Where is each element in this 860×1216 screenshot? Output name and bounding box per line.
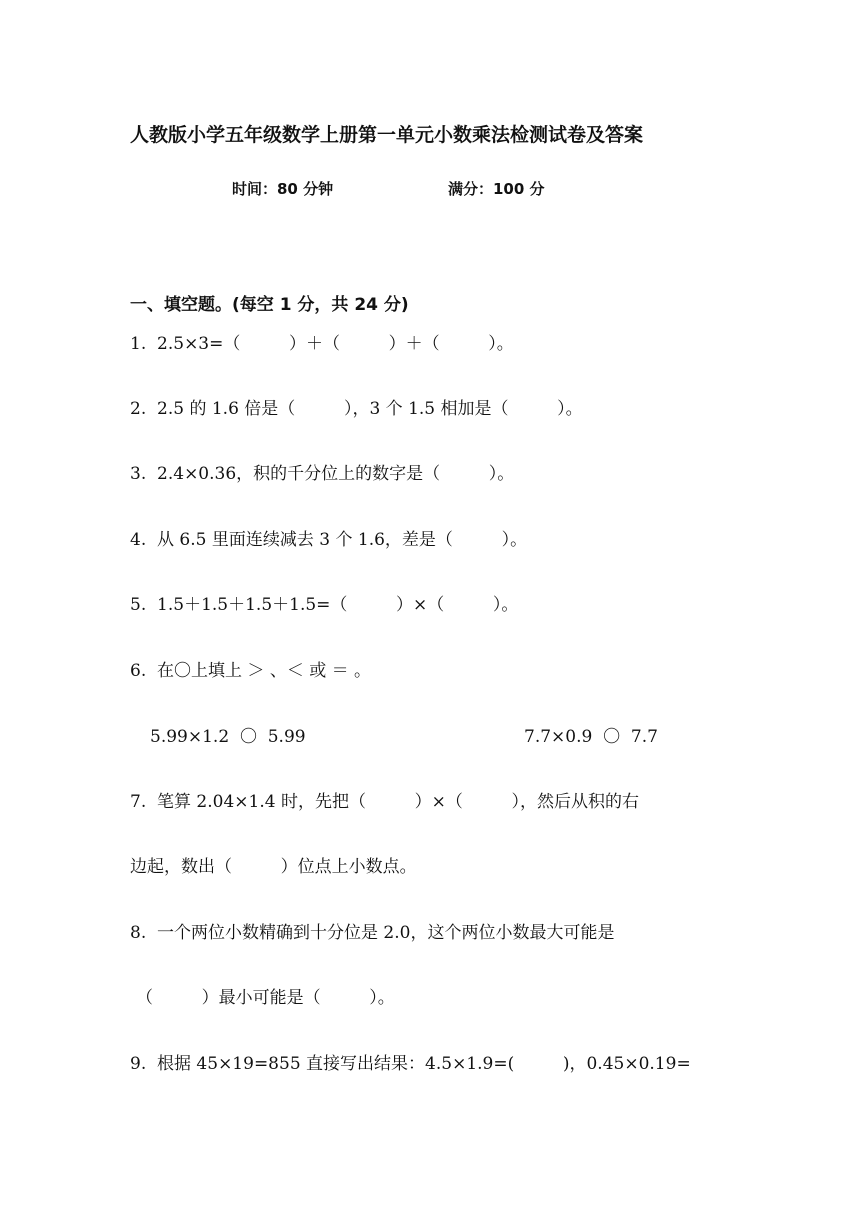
page-title: 人教版小学五年级数学上册第一单元小数乘法检测试卷及答案 — [130, 124, 644, 146]
question-8-continued: （ ）最小可能是（ ）。 — [136, 988, 395, 1008]
question-1: 1. 2.5×3=（ ）＋（ ）＋（ ）。 — [130, 334, 514, 354]
question-5: 5. 1.5＋1.5＋1.5＋1.5=（ ）×（ ）。 — [130, 595, 519, 615]
question-6-item-left: 5.99×1.2 〇 5.99 — [150, 727, 306, 747]
question-9: 9. 根据 45×19=855 直接写出结果：4.5×1.9=( )，0.45×0.19= — [130, 1054, 691, 1074]
question-7-continued: 边起，数出（ ）位点上小数点。 — [130, 857, 417, 877]
question-2: 2. 2.5 的 1.6 倍是（ ），3 个 1.5 相加是（ ）。 — [130, 399, 583, 419]
question-4: 4. 从 6.5 里面连续减去 3 个 1.6，差是（ ）。 — [130, 530, 528, 550]
exam-time: 时间：80 分钟 — [232, 180, 334, 198]
question-6-item-right: 7.7×0.9 〇 7.7 — [524, 727, 658, 747]
exam-full-score: 满分：100 分 — [448, 180, 545, 198]
question-7: 7. 笔算 2.04×1.4 时，先把（ ）×（ ），然后从积的右 — [130, 792, 639, 812]
section-heading-fill-in: 一、填空题。(每空 1 分，共 24 分) — [130, 295, 409, 315]
question-8: 8. 一个两位小数精确到十分位是 2.0，这个两位小数最大可能是 — [130, 923, 615, 943]
question-3: 3. 2.4×0.36，积的千分位上的数字是（ ）。 — [130, 464, 515, 484]
question-6: 6. 在〇上填上 ＞ 、＜ 或 ＝ 。 — [130, 661, 372, 681]
